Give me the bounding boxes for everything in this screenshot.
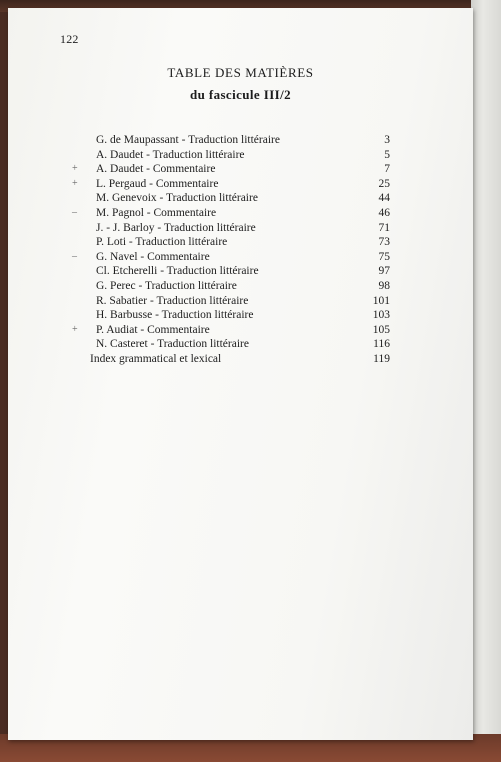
toc-entry-label: G. Perec - Traduction littéraire — [96, 279, 237, 292]
toc-entry — [90, 279, 390, 294]
page-subtitle: du fascicule III/2 — [189, 87, 292, 102]
toc-entry-label: M. Pagnol - Commentaire — [96, 206, 217, 219]
toc-entry-page: 7 — [384, 163, 390, 176]
margin-mark: + — [72, 177, 78, 189]
toc-entry — [90, 221, 390, 236]
toc-entry — [72, 323, 390, 338]
toc-entry-page: 73 — [378, 236, 390, 249]
toc-entry — [90, 308, 390, 323]
toc-entry — [90, 191, 390, 206]
table-of-contents — [72, 133, 390, 367]
toc-entry-page: 101 — [372, 294, 390, 307]
toc-entry-label: P. Audiat - Commentaire — [96, 323, 210, 336]
toc-entry-label: G. Navel - Commentaire — [96, 250, 210, 263]
page-title: TABLE DES MATIÈRES — [167, 65, 314, 80]
toc-entry-page: 105 — [372, 323, 390, 336]
toc-entry-page: 116 — [373, 338, 390, 351]
toc-entry-page: 3 — [384, 134, 390, 146]
page-number: 122 — [60, 32, 79, 46]
margin-mark: + — [72, 163, 78, 175]
toc-entry — [90, 133, 390, 148]
toc-entry — [90, 337, 390, 352]
toc-entry-label: R. Sabatier - Traduction littéraire — [96, 294, 249, 307]
toc-entry-page: 98 — [378, 279, 390, 292]
toc-entry-page: 71 — [378, 221, 390, 234]
toc-entry-page: 97 — [378, 265, 390, 278]
toc-entry-page: 119 — [373, 352, 390, 365]
toc-entry-label: P. Loti - Traduction littéraire — [96, 236, 228, 249]
toc-entry-label: H. Barbusse - Traduction littéraire — [96, 309, 254, 322]
book-page — [8, 8, 473, 740]
toc-entry — [72, 206, 390, 221]
toc-entry — [72, 177, 390, 192]
margin-mark: – — [72, 250, 77, 262]
toc-entry — [90, 235, 390, 250]
toc-entry-label: A. Daudet - Commentaire — [96, 163, 216, 176]
toc-entry-page: 25 — [378, 177, 390, 190]
toc-entry-label: Cl. Etcherelli - Traduction littéraire — [96, 265, 259, 278]
toc-entry-page: 5 — [384, 148, 390, 161]
toc-entry-label: G. de Maupassant - Traduction littéraire — [96, 134, 280, 146]
margin-mark: – — [72, 206, 77, 218]
toc-entry-page: 75 — [378, 250, 390, 263]
toc-entry-label: A. Daudet - Traduction littéraire — [96, 148, 245, 161]
toc-entry-page: 46 — [378, 206, 390, 219]
toc-entry — [90, 352, 390, 367]
toc-entry-label: N. Casteret - Traduction littéraire — [96, 338, 249, 351]
toc-entry-label: M. Genevoix - Traduction littéraire — [96, 192, 258, 205]
margin-mark: + — [72, 323, 78, 335]
toc-entry-page: 103 — [372, 309, 390, 322]
toc-entry-label: J. - J. Barloy - Traduction littéraire — [96, 221, 256, 234]
background-right-edge — [471, 0, 501, 762]
toc-entry — [90, 294, 390, 309]
toc-entry-label: L. Pergaud - Commentaire — [96, 177, 219, 190]
toc-entry — [72, 162, 390, 177]
toc-entry-label: Index grammatical et lexical — [90, 352, 222, 365]
toc-entry-page: 44 — [378, 192, 390, 205]
toc-entry — [90, 264, 390, 279]
toc-entry — [90, 148, 390, 163]
toc-entry — [72, 250, 390, 265]
